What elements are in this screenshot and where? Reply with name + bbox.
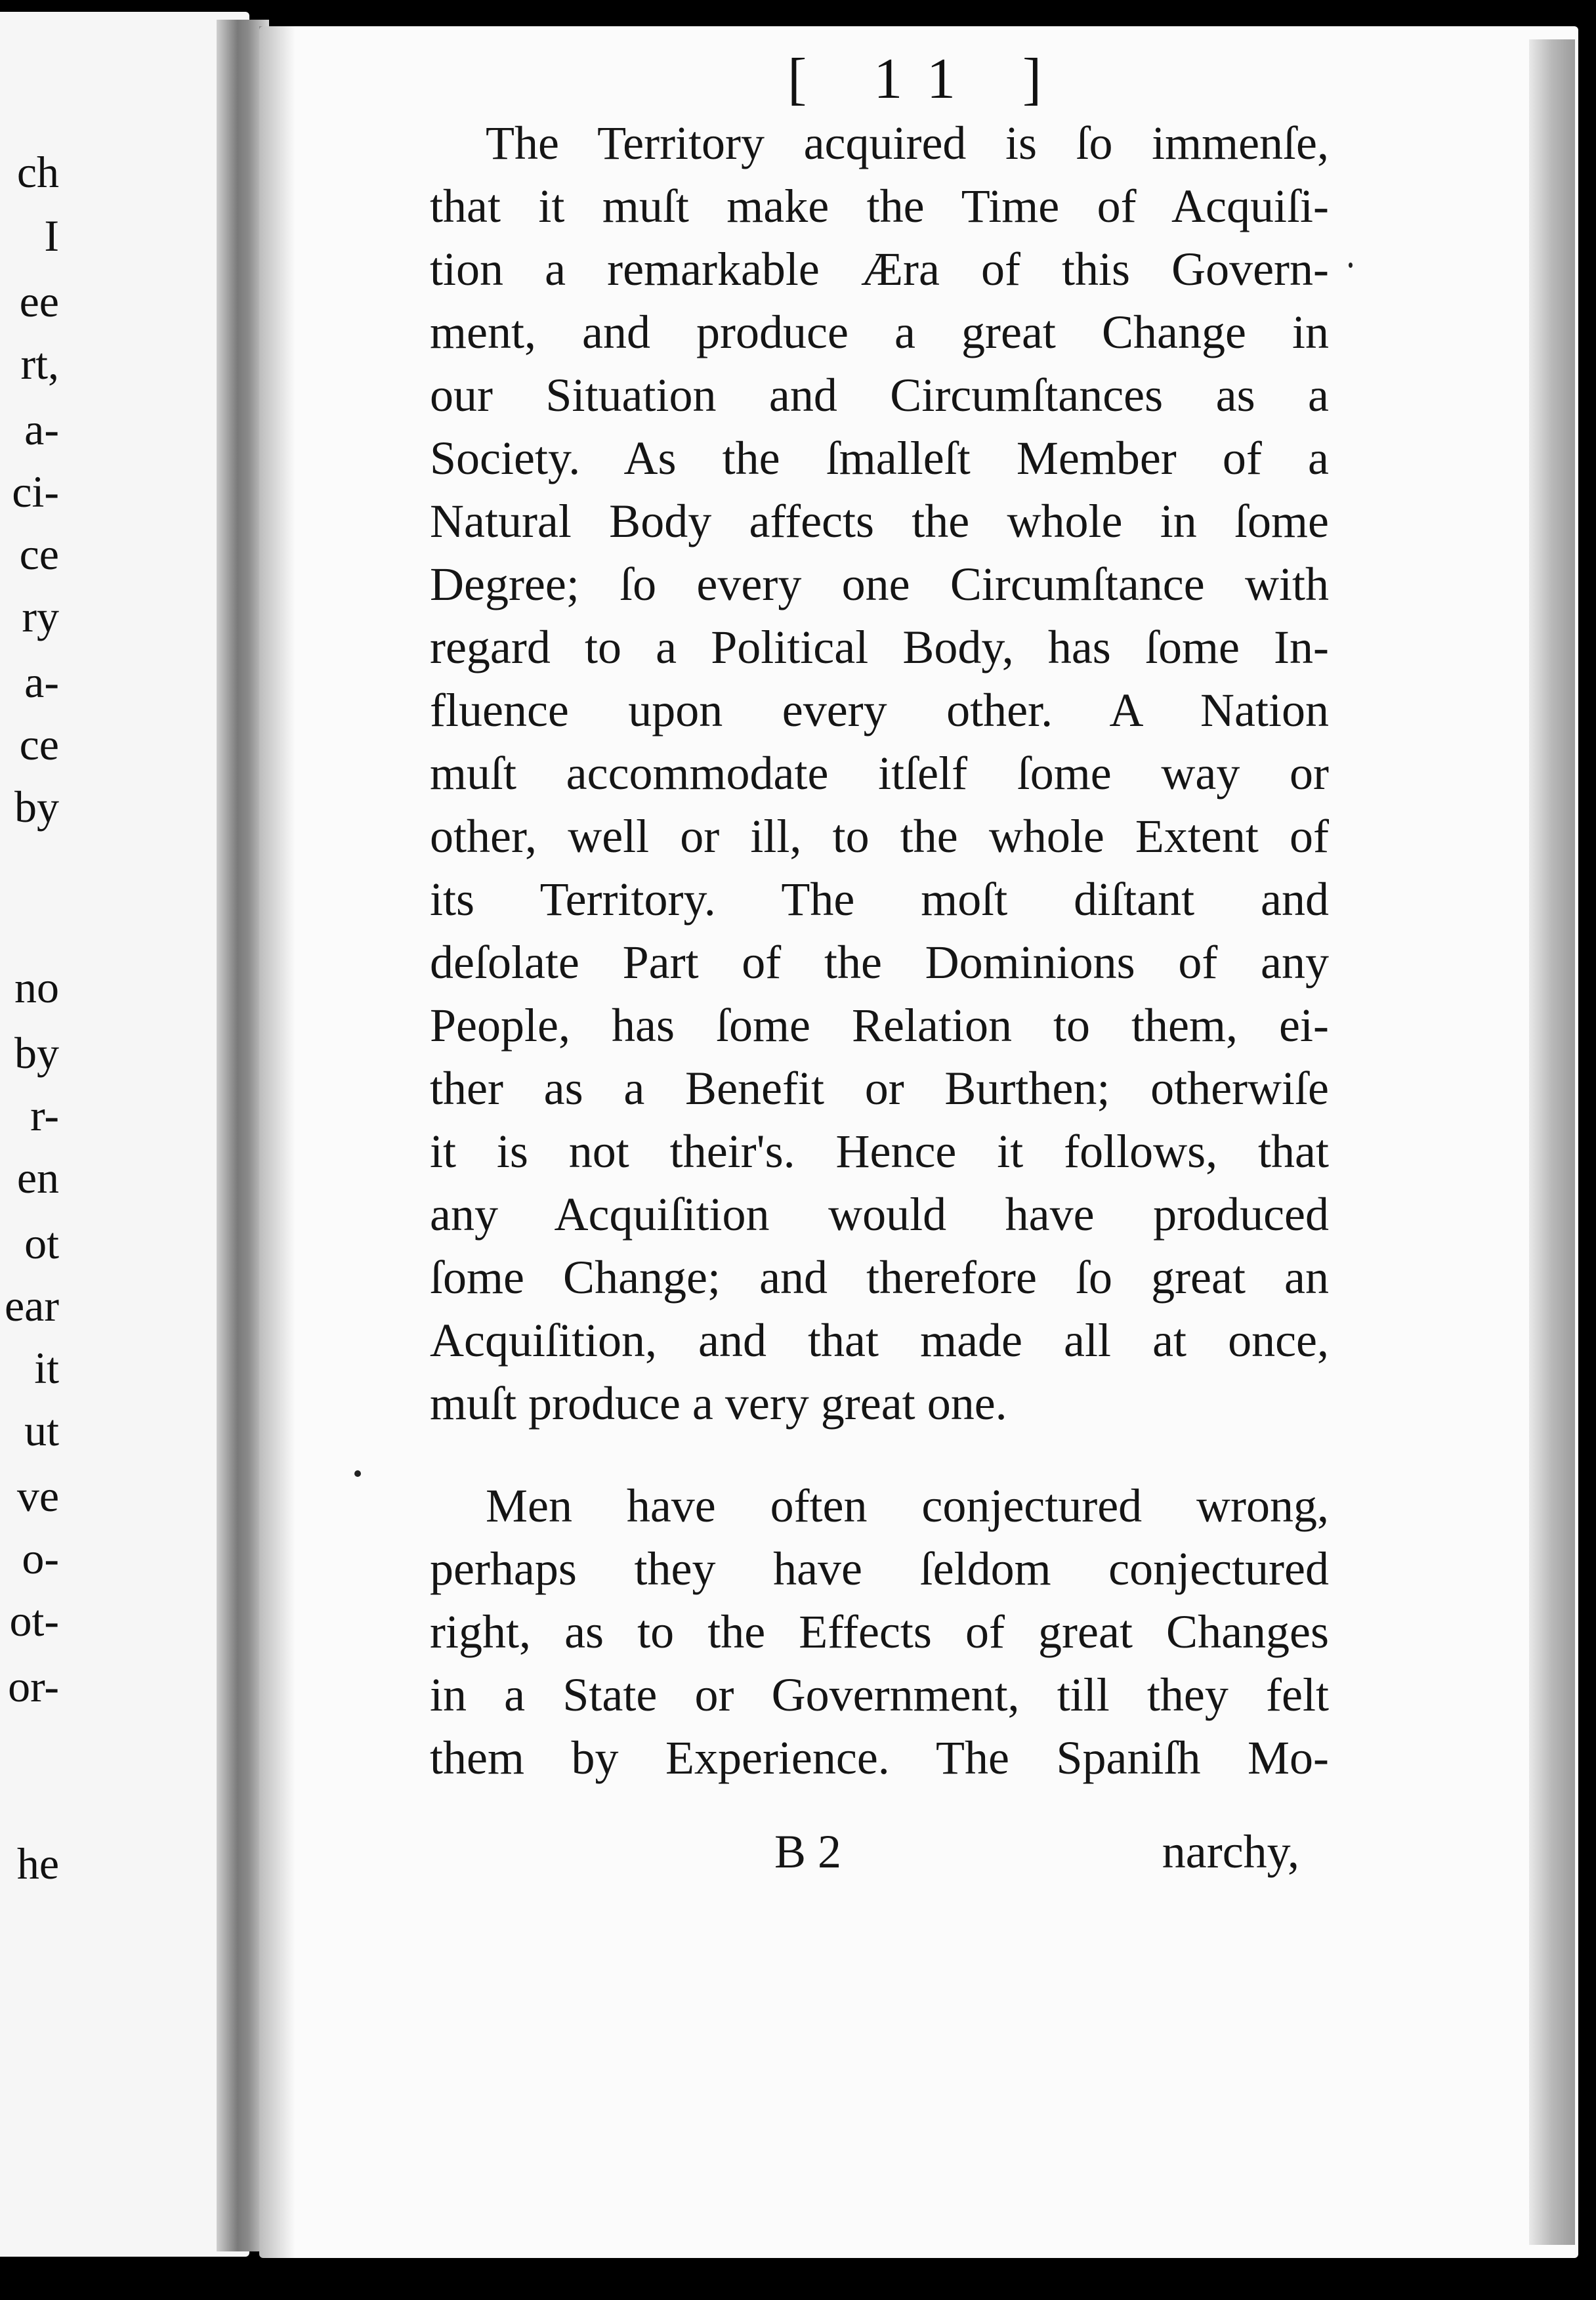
fragment: ce (19, 719, 59, 769)
fragment: o- (22, 1533, 59, 1583)
fragment: it (34, 1343, 59, 1393)
page-edge (1529, 39, 1575, 2245)
text-line: ment, and produce a great Change in (430, 306, 1329, 358)
fragment: I (44, 211, 59, 261)
text-line: that it muſt make the Time of Acquiſi- (430, 180, 1329, 232)
fragment: ot (24, 1218, 59, 1268)
text-line: Natural Body affects the whole in ſome (430, 495, 1329, 547)
text-line: it is not their's. Hence it follows, that (430, 1125, 1329, 1178)
paragraph-gap (430, 1435, 1329, 1474)
fragment: en (16, 1153, 59, 1203)
text-line: deſolate Part of the Dominions of any (430, 936, 1329, 989)
text-line: muſt produce a very great one. (430, 1377, 1007, 1430)
ink-speck (354, 1470, 361, 1477)
fragment: by (14, 782, 59, 832)
text-line: The Territory acquired is ſo immenſe, (486, 117, 1329, 169)
fragment: he (16, 1839, 59, 1888)
fragment: ot- (9, 1596, 59, 1646)
body-text (430, 112, 1329, 1789)
text-line: People, has ſome Relation to them, ei- (430, 999, 1329, 1052)
text-line: Degree; ſo every one Circumſtance with (430, 558, 1329, 610)
text-line: them by Experience. The Spaniſh Mo- (430, 1732, 1329, 1784)
text-line: Men have often conjectured wrong, (486, 1480, 1329, 1532)
signature-mark: B 2 (774, 1825, 842, 1878)
fragment: by (14, 1028, 59, 1078)
text-line: other, well or ill, to the whole Extent of (430, 810, 1329, 862)
paragraph-1 (430, 112, 1329, 1435)
catchword: narchy, (1162, 1825, 1299, 1878)
text-line: Acquiſition, and that made all at once, (430, 1314, 1329, 1367)
fragment: ear (4, 1281, 59, 1331)
text-line: our Situation and Circumſtances as a (430, 369, 1329, 421)
fragment: ci- (12, 467, 59, 517)
text-line: muſt accommodate itſelf ſome way or (430, 747, 1329, 799)
fragment: ch (16, 147, 59, 197)
fragment: ee (19, 276, 59, 326)
fragment: a- (24, 657, 59, 707)
ink-speck (1349, 263, 1353, 268)
fragment: no (14, 962, 59, 1012)
gutter-shadow (259, 26, 295, 2258)
fragment: ry (22, 591, 59, 641)
fragment: rt, (20, 339, 59, 389)
text-line: ſome Change; and therefore ſo great an (430, 1251, 1329, 1304)
fragment: r- (30, 1090, 59, 1140)
page-footer (774, 1825, 1299, 1888)
fragment: ve (16, 1471, 59, 1521)
fragment: or- (8, 1661, 59, 1711)
page-number: [ 11 ] (788, 47, 1068, 111)
text-line: its Territory. The moſt diſtant and (430, 873, 1329, 926)
text-line: tion a remarkable Æra of this Govern- (430, 243, 1329, 295)
fragment: ce (19, 529, 59, 579)
text-line: in a State or Government, till they felt (430, 1669, 1329, 1721)
text-line: regard to a Political Body, has ſome In- (430, 621, 1329, 673)
text-line: fluence upon every other. A Nation (430, 684, 1329, 736)
fragment: ut (24, 1405, 59, 1455)
fragment: a- (24, 404, 59, 454)
text-line: Society. As the ſmalleſt Member of a (430, 432, 1329, 484)
text-line: any Acquiſition would have produced (430, 1188, 1329, 1241)
paragraph-2 (430, 1474, 1329, 1789)
text-line: ther as a Benefit or Burthen; otherwiſe (430, 1062, 1329, 1115)
text-line: perhaps they have ſeldom conjectured (430, 1543, 1329, 1595)
text-line: right, as to the Effects of great Changes (430, 1606, 1329, 1658)
